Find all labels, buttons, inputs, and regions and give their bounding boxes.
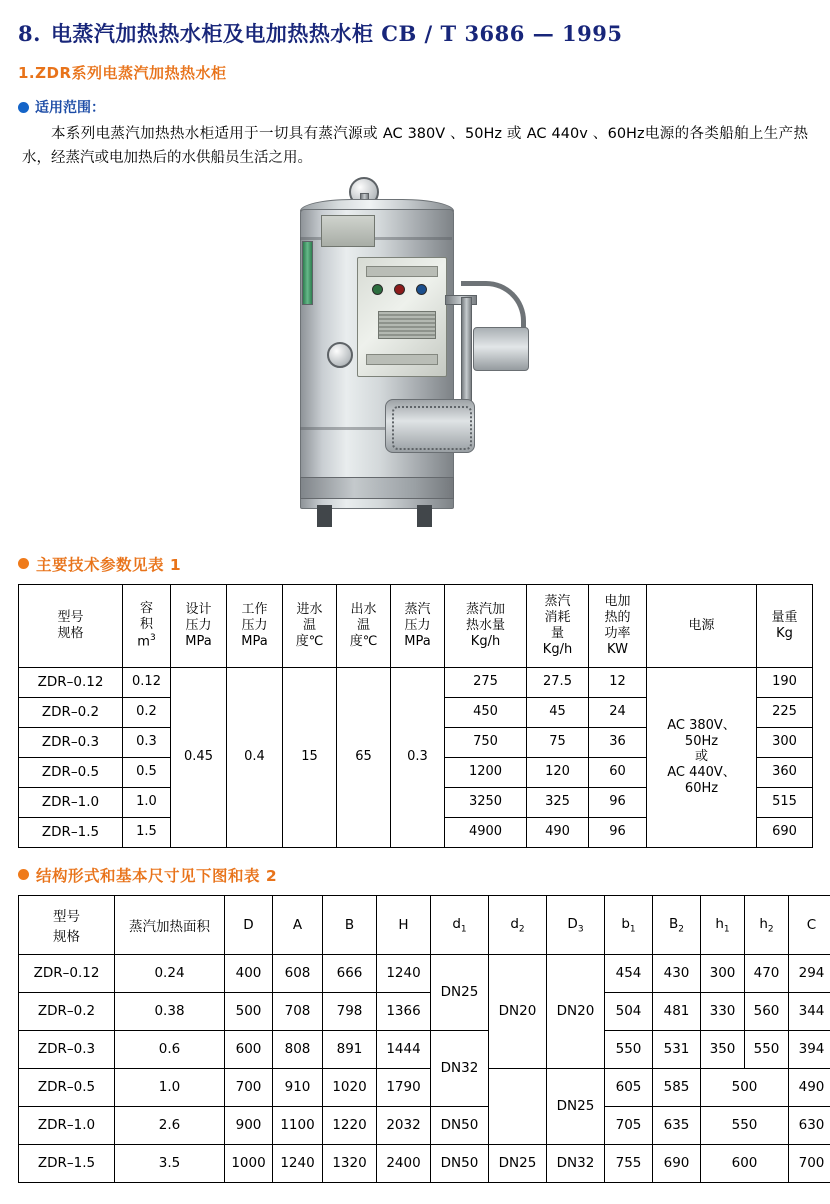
- indicator-lamp-icon: [394, 284, 405, 295]
- cell-B2: 531: [653, 1030, 701, 1068]
- cell-h1: 350: [701, 1030, 745, 1068]
- cell-d2: DN25: [489, 1144, 547, 1182]
- th-weight: 量重 Kg: [757, 584, 813, 667]
- table1-heading: [18, 553, 830, 575]
- cell-h2: 550: [745, 1030, 789, 1068]
- cell-steam-consume: 325: [527, 787, 589, 817]
- cell-steam-consume: 45: [527, 697, 589, 727]
- cell-B2: 690: [653, 1144, 701, 1182]
- th-outlet-temp: 出水 温 度℃: [337, 584, 391, 667]
- table2-heading-label: 结构形式和基本尺寸见下图和表 2: [36, 864, 277, 886]
- cell-weight: 690: [757, 817, 813, 847]
- cell-A: 910: [273, 1068, 323, 1106]
- cell-model: ZDR–0.3: [19, 1030, 115, 1068]
- cell-model: ZDR–0.5: [19, 757, 123, 787]
- dimensions-table: [18, 895, 830, 1183]
- bullet-circle-icon: [18, 102, 29, 113]
- cell-power: 24: [589, 697, 647, 727]
- cell-b1: 504: [605, 992, 653, 1030]
- cell-area: 0.6: [115, 1030, 225, 1068]
- cell-D: 1000: [225, 1144, 273, 1182]
- cell-b1: 755: [605, 1144, 653, 1182]
- support-leg: [317, 505, 332, 527]
- cell-volume: 0.12: [123, 667, 171, 697]
- cell-outlet-temp: 65: [337, 667, 391, 847]
- cell-volume: 0.5: [123, 757, 171, 787]
- th-B: B: [323, 895, 377, 954]
- cell-h1: 500: [701, 1068, 789, 1106]
- th-model: 型号 规格: [19, 895, 115, 954]
- cell-work-pressure: 0.4: [227, 667, 283, 847]
- cell-b1: 705: [605, 1106, 653, 1144]
- cell-area: 1.0: [115, 1068, 225, 1106]
- cell-volume: 0.3: [123, 727, 171, 757]
- cell-D: 700: [225, 1068, 273, 1106]
- cell-C: 294: [789, 954, 830, 992]
- cell-steam-water: 275: [445, 667, 527, 697]
- cell-A: 1100: [273, 1106, 323, 1144]
- cell-power: 60: [589, 757, 647, 787]
- th-volume: 容 积 $m^3$: [123, 584, 171, 667]
- cell-H: 1240: [377, 954, 431, 992]
- panel-strip: [366, 354, 438, 365]
- inspection-flange: [385, 399, 475, 453]
- cell-B2: 481: [653, 992, 701, 1030]
- cell-D: 500: [225, 992, 273, 1030]
- cell-C: 394: [789, 1030, 830, 1068]
- cell-power: 12: [589, 667, 647, 697]
- cell-d1: DN25: [431, 954, 489, 1030]
- secondary-gauge-icon: [327, 342, 353, 368]
- page-title-number: 8.: [18, 21, 41, 46]
- vent-grille-icon: [378, 311, 436, 339]
- cell-d1: DN32: [431, 1030, 489, 1106]
- cell-steam-consume: 490: [527, 817, 589, 847]
- cell-steam-consume: 27.5: [527, 667, 589, 697]
- table1-header-row: [19, 584, 813, 667]
- cell-steam-water: 1200: [445, 757, 527, 787]
- bullet-circle-icon: [18, 869, 29, 880]
- cell-power-supply: AC 380V、 50Hz 或 AC 440V、 60Hz: [647, 667, 757, 847]
- cell-area: 0.24: [115, 954, 225, 992]
- cell-D3: DN25: [547, 1068, 605, 1144]
- th-elec-power: 电加 热的 功率 KW: [589, 584, 647, 667]
- technical-parameters-table: [18, 584, 813, 848]
- th-model: 型号 规格: [19, 584, 123, 667]
- th-C: C: [789, 895, 830, 954]
- table-row: [19, 1030, 830, 1068]
- cell-B: 798: [323, 992, 377, 1030]
- cell-weight: 225: [757, 697, 813, 727]
- th-D3: $D_3$: [547, 895, 605, 954]
- cell-h1: 600: [701, 1144, 789, 1182]
- panel-strip: [366, 266, 438, 277]
- th-work-pressure: 工作 压力 MPa: [227, 584, 283, 667]
- page-title: [0, 18, 830, 48]
- cell-area: 3.5: [115, 1144, 225, 1182]
- cell-power: 36: [589, 727, 647, 757]
- table2-header-row: [19, 895, 830, 954]
- cell-B: 1220: [323, 1106, 377, 1144]
- th-b1: $b_1$: [605, 895, 653, 954]
- control-panel: [357, 257, 447, 377]
- cell-D: 400: [225, 954, 273, 992]
- cell-b1: 454: [605, 954, 653, 992]
- th-steam-consume: 蒸汽 消耗 量 Kg/h: [527, 584, 589, 667]
- cell-h1: 330: [701, 992, 745, 1030]
- scope-paragraph: 本系列电蒸汽加热热水柜适用于一切具有蒸汽源或 AC 380V 、50Hz 或 AC 440v 、60Hz电源的各类船舶上生产热水，经蒸汽或电加热后的水供船员生活之用。: [22, 123, 808, 171]
- cell-A: 608: [273, 954, 323, 992]
- page: [0, 18, 830, 1204]
- cell-D3: DN32: [547, 1144, 605, 1182]
- scope-heading-label: 适用范围：: [35, 97, 105, 117]
- flange-bolts: [392, 406, 472, 450]
- cell-model: ZDR–1.5: [19, 817, 123, 847]
- th-steam-pressure: 蒸汽 压力 MPa: [391, 584, 445, 667]
- cell-volume: 0.2: [123, 697, 171, 727]
- cell-steam-water: 4900: [445, 817, 527, 847]
- indicator-lamp-icon: [372, 284, 383, 295]
- cell-B: 891: [323, 1030, 377, 1068]
- support-leg: [417, 505, 432, 527]
- cell-H: 2400: [377, 1144, 431, 1182]
- cell-weight: 360: [757, 757, 813, 787]
- green-inlet-pipe: [302, 241, 313, 305]
- cell-steam-pressure: 0.3: [391, 667, 445, 847]
- th-design-pressure: 设计 压力 MPa: [171, 584, 227, 667]
- table-row: [19, 1144, 830, 1182]
- th-power-supply: 电源: [647, 584, 757, 667]
- cell-inlet-temp: 15: [283, 667, 337, 847]
- cell-d1: DN50: [431, 1144, 489, 1182]
- cell-steam-water: 450: [445, 697, 527, 727]
- th-B2: $B_2$: [653, 895, 701, 954]
- valve-actuator: [473, 327, 529, 371]
- cell-D: 600: [225, 1030, 273, 1068]
- cell-model: ZDR–0.3: [19, 727, 123, 757]
- cell-B2: 430: [653, 954, 701, 992]
- cell-B2: 585: [653, 1068, 701, 1106]
- cell-model: ZDR–0.5: [19, 1068, 115, 1106]
- th-steam-heat-water: 蒸汽加 热水量 Kg/h: [445, 584, 527, 667]
- tank-bottom-ring: [300, 477, 454, 499]
- cell-d2: DN20: [489, 954, 547, 1068]
- th-inlet-temp: 进水 温 度℃: [283, 584, 337, 667]
- cell-H: 1444: [377, 1030, 431, 1068]
- table-row: [19, 667, 813, 697]
- cell-H: 2032: [377, 1106, 431, 1144]
- cell-B: 666: [323, 954, 377, 992]
- th-A: A: [273, 895, 323, 954]
- table1-heading-label: 主要技术参数见表 1: [36, 553, 181, 575]
- cell-area: 2.6: [115, 1106, 225, 1144]
- th-D: D: [225, 895, 273, 954]
- product-photo: [265, 177, 565, 535]
- cell-design-pressure: 0.45: [171, 667, 227, 847]
- th-heating-area: 蒸汽加热面积: [115, 895, 225, 954]
- cell-power: 96: [589, 817, 647, 847]
- cell-power: 96: [589, 787, 647, 817]
- cell-B: 1020: [323, 1068, 377, 1106]
- cell-model: ZDR–1.5: [19, 1144, 115, 1182]
- th-d2: $d_2$: [489, 895, 547, 954]
- cell-model: ZDR–0.2: [19, 992, 115, 1030]
- th-H: H: [377, 895, 431, 954]
- table-row: [19, 1106, 830, 1144]
- cell-h1: 550: [701, 1106, 789, 1144]
- cell-b1: 605: [605, 1068, 653, 1106]
- cell-C: 490: [789, 1068, 830, 1106]
- cell-A: 1240: [273, 1144, 323, 1182]
- cell-weight: 190: [757, 667, 813, 697]
- cell-model: ZDR–0.12: [19, 667, 123, 697]
- cell-B: 1320: [323, 1144, 377, 1182]
- cell-model: ZDR–1.0: [19, 787, 123, 817]
- th-h1: $h_1$: [701, 895, 745, 954]
- scope-heading: [18, 97, 830, 117]
- cell-volume: 1.5: [123, 817, 171, 847]
- cell-volume: 1.0: [123, 787, 171, 817]
- cell-h2: 560: [745, 992, 789, 1030]
- cell-weight: 300: [757, 727, 813, 757]
- product-figure: [0, 177, 830, 537]
- cell-C: 700: [789, 1144, 830, 1182]
- cell-model: ZDR–1.0: [19, 1106, 115, 1144]
- section-heading: 1.ZDR系列电蒸汽加热热水柜: [18, 62, 830, 83]
- page-title-text: 电蒸汽加热热水柜及电加热热水柜 CB / T 3686 — 1995: [51, 21, 623, 46]
- cell-d1: DN50: [431, 1106, 489, 1144]
- th-d1: $d_1$: [431, 895, 489, 954]
- table-row: [19, 992, 830, 1030]
- indicator-lamp-icon: [416, 284, 427, 295]
- cell-H: 1366: [377, 992, 431, 1030]
- table-row: [19, 954, 830, 992]
- cell-D3: DN20: [547, 954, 605, 1068]
- table-row: [19, 1068, 830, 1106]
- table2-heading: [18, 864, 830, 886]
- cell-b1: 550: [605, 1030, 653, 1068]
- control-box: [321, 215, 375, 247]
- cell-D: 900: [225, 1106, 273, 1144]
- cell-A: 708: [273, 992, 323, 1030]
- cell-steam-consume: 75: [527, 727, 589, 757]
- cell-model: ZDR–0.2: [19, 697, 123, 727]
- cell-steam-water: 750: [445, 727, 527, 757]
- cell-steam-consume: 120: [527, 757, 589, 787]
- cell-A: 808: [273, 1030, 323, 1068]
- cell-h1: 300: [701, 954, 745, 992]
- cell-C: 344: [789, 992, 830, 1030]
- cell-steam-water: 3250: [445, 787, 527, 817]
- cell-weight: 515: [757, 787, 813, 817]
- cell-C: 630: [789, 1106, 830, 1144]
- cell-area: 0.38: [115, 992, 225, 1030]
- th-h2: $h_2$: [745, 895, 789, 954]
- cell-model: ZDR–0.12: [19, 954, 115, 992]
- cell-h2: 470: [745, 954, 789, 992]
- cell-H: 1790: [377, 1068, 431, 1106]
- cell-B2: 635: [653, 1106, 701, 1144]
- bullet-circle-icon: [18, 558, 29, 569]
